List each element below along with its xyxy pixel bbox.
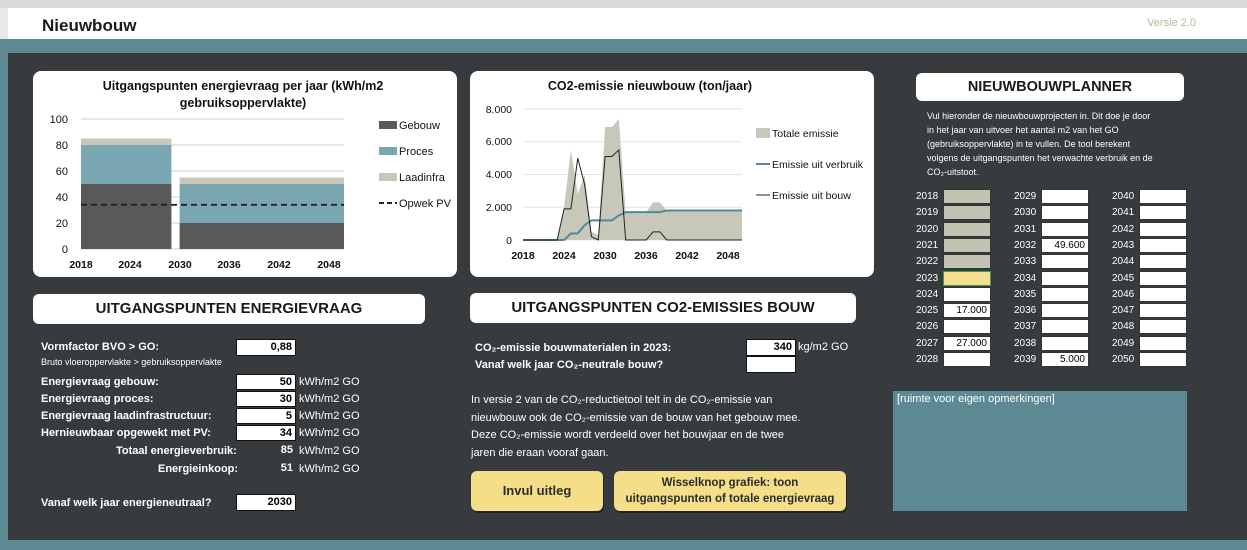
- co2-section-title: UITGANGSPUNTEN CO2-EMISSIES BOUW: [470, 293, 856, 323]
- planner-input[interactable]: [943, 238, 991, 253]
- planner-input[interactable]: [943, 287, 991, 302]
- teal-bottom-band: [8, 540, 1247, 550]
- planner-input[interactable]: [1139, 271, 1187, 286]
- planner-year-label: 2028: [916, 354, 939, 365]
- energievraag-laadinfra-input[interactable]: 5: [236, 408, 296, 424]
- unit: kWh/m2 GO: [299, 410, 360, 422]
- totale-emissie-area: [523, 119, 742, 240]
- planner-input[interactable]: [1139, 287, 1187, 302]
- intro-line: volgens de uitgangspunten het verwachte verbruik en de: [927, 153, 1153, 163]
- co2-chart: [470, 71, 874, 277]
- para-line: Deze CO₂-emissie wordt verdeeld over het bouwjaar en de twee: [471, 429, 785, 441]
- planner-input[interactable]: [1139, 238, 1187, 253]
- y-tick: 60: [55, 166, 68, 178]
- laadinfra-block: [180, 178, 344, 185]
- planner-input[interactable]: [1139, 222, 1187, 237]
- wisselknop-line: Wisselknop grafiek: toon: [661, 477, 799, 489]
- planner-input[interactable]: [1041, 189, 1089, 204]
- unit: kWh/m2 GO: [299, 427, 360, 439]
- vormfactor-sub: Bruto vloeroppervlakte > gebruiksoppervlakte: [41, 357, 222, 367]
- planner-year-label: 2020: [916, 223, 939, 235]
- legend-swatch-totaal: [756, 128, 770, 138]
- planner-year-label: 2019: [916, 207, 939, 219]
- energievraag-proces-label: Energievraag proces:: [41, 393, 154, 405]
- planner-input[interactable]: [1041, 271, 1089, 286]
- planner-intro: [927, 109, 1192, 179]
- energievraag-gebouw-input[interactable]: 50: [236, 374, 296, 390]
- planner-year-label: 2042: [1112, 223, 1135, 235]
- planner-year-label: 2032: [1014, 239, 1037, 251]
- planner-year-label: 2034: [1014, 272, 1037, 284]
- top-strip: [0, 0, 1247, 8]
- version-label: Versie 2.0: [1147, 17, 1196, 29]
- co2-chart-panel[interactable]: [470, 71, 874, 277]
- x-tick: 2024: [118, 259, 142, 271]
- x-tick: 2036: [217, 259, 241, 271]
- vormfactor-label: Vormfactor BVO > GO:: [41, 341, 160, 353]
- x-tick: 2048: [716, 250, 740, 262]
- planner-year-label: 2021: [916, 239, 939, 251]
- planner-input[interactable]: [1139, 352, 1187, 367]
- planner-year-label: 2040: [1112, 191, 1135, 202]
- pv-label: Hernieuwbaar opgewekt met PV:: [41, 427, 211, 439]
- co2-materialen-input[interactable]: 340: [746, 339, 796, 356]
- planner-input[interactable]: [1139, 189, 1187, 204]
- legend-label: Totale emissie: [772, 128, 839, 140]
- planner-year-label: 2018: [916, 191, 939, 202]
- y-tick: 80: [55, 140, 68, 152]
- energy-chart: [33, 71, 457, 277]
- unit: kWh/m2 GO: [299, 376, 360, 388]
- planner-input[interactable]: [943, 254, 991, 269]
- energy-chart-yticks: [50, 114, 68, 256]
- planner-input[interactable]: [1041, 222, 1089, 237]
- teal-left-edge: [0, 39, 8, 550]
- co2-chart-title: CO2-emissie nieuwbouw (ton/jaar): [547, 79, 753, 93]
- legend-label: Proces: [399, 146, 434, 158]
- pv-input[interactable]: 34: [236, 425, 296, 441]
- planner-year-label: 2038: [1014, 337, 1037, 349]
- legend-swatch-proces: [379, 147, 397, 155]
- planner-input[interactable]: [1041, 319, 1089, 334]
- planner-year-label: 2049: [1112, 337, 1135, 349]
- planner-year-label: 2031: [1014, 223, 1037, 235]
- planner-year-label: 2035: [1014, 288, 1037, 300]
- planner-input[interactable]: [1041, 303, 1089, 318]
- energy-chart-panel[interactable]: [33, 71, 457, 277]
- x-tick: 2042: [267, 259, 291, 271]
- planner-input[interactable]: [1139, 254, 1187, 269]
- intro-line: in het jaar van uitvoer het aantal m2 van het GO: [927, 125, 1119, 135]
- legend-label: Gebouw: [399, 120, 440, 132]
- legend-label: Opwek PV: [399, 198, 451, 210]
- para-line: nieuwbouw ook de CO₂-emissie van de bouw van het gebouw mee.: [471, 411, 801, 424]
- y-tick: 100: [49, 114, 68, 126]
- co2-neutraal-input[interactable]: [746, 356, 796, 373]
- planner-year-label: 2048: [1112, 321, 1135, 333]
- energy-chart-xticks: [69, 259, 341, 271]
- x-tick: 2042: [675, 250, 699, 262]
- planner-input[interactable]: [1139, 336, 1187, 351]
- y-tick: 8.000: [485, 104, 512, 116]
- y-tick: 0: [61, 244, 68, 256]
- energieneutraal-input[interactable]: 2030: [236, 494, 296, 511]
- planner-year-label: 2039: [1014, 354, 1037, 365]
- planner-input[interactable]: [1139, 303, 1187, 318]
- planner-year-label: 2037: [1014, 321, 1037, 333]
- proces-block: [180, 184, 344, 223]
- planner-year-label: 2027: [916, 337, 939, 349]
- planner-input[interactable]: [1139, 319, 1187, 334]
- x-tick: 2030: [593, 250, 617, 262]
- x-tick: 2018: [69, 259, 93, 271]
- energy-chart-legend: [379, 120, 452, 210]
- planner-year-label: 2041: [1112, 207, 1135, 219]
- planner-year-label: 2046: [1112, 288, 1135, 300]
- x-tick: 2048: [317, 259, 341, 271]
- planner-input[interactable]: [1041, 287, 1089, 302]
- unit: kWh/m2 GO: [299, 463, 360, 475]
- planner-year-label: 2036: [1014, 305, 1037, 317]
- gebouw-block: [180, 223, 344, 249]
- planner-year-label: 2025: [916, 305, 939, 317]
- energy-chart-plot: [81, 119, 344, 249]
- energieneutraal-label: Vanaf welk jaar energieneutraal?: [41, 497, 212, 509]
- planner-input[interactable]: [943, 352, 991, 367]
- planner-input[interactable]: [943, 271, 991, 286]
- x-tick: 2024: [552, 250, 576, 262]
- inkoop-value: 51: [280, 462, 293, 474]
- energievraag-proces-input[interactable]: 30: [236, 391, 296, 407]
- planner-year-label: 2024: [916, 288, 939, 300]
- planner-year-label: 2047: [1112, 305, 1135, 317]
- y-tick: 20: [55, 218, 68, 230]
- planner-year-label: 2043: [1112, 239, 1135, 251]
- legend-label: Emissie uit bouw: [772, 190, 851, 202]
- planner-year-label: 2022: [916, 256, 939, 268]
- planner-input[interactable]: 5.000: [1041, 352, 1089, 367]
- co2-chart-xticks: [511, 250, 740, 262]
- planner-year-label: 2050: [1112, 354, 1135, 365]
- co2-chart-plot: [523, 109, 742, 240]
- planner-year-label: 2030: [1014, 207, 1037, 219]
- planner-year-label: 2045: [1112, 272, 1135, 284]
- y-tick: 4.000: [485, 169, 512, 181]
- co2-materialen-label: CO₂-emissie bouwmaterialen in 2023:: [475, 342, 672, 354]
- proces-block: [81, 145, 171, 184]
- intro-line: (gebruiksoppervlakte) in te vullen. De tool berekent: [927, 139, 1131, 149]
- y-tick: 40: [55, 192, 68, 204]
- planner-input[interactable]: [943, 222, 991, 237]
- energievraag-gebouw-label: Energievraag gebouw:: [41, 376, 159, 388]
- planner-year-label: 2026: [916, 321, 939, 333]
- notes-area[interactable]: [ruimte voor eigen opmerkingen]: [893, 391, 1187, 511]
- wisselknop-button[interactable]: [614, 471, 846, 511]
- planner-input[interactable]: [1041, 254, 1089, 269]
- y-tick: 0: [506, 235, 512, 247]
- y-tick: 2.000: [485, 202, 512, 214]
- energy-chart-title: Uitgangspunten energievraag per jaar (kWh/m2 gebruiksoppervlakte): [102, 79, 384, 110]
- legend-swatch-gebouw: [379, 121, 397, 129]
- wisselknop-line: uitgangspunten of totale energievraag: [625, 493, 835, 505]
- x-tick: 2036: [634, 250, 658, 262]
- laadinfra-block: [81, 139, 171, 146]
- page-title: Nieuwbouw: [42, 16, 137, 35]
- vormfactor-input[interactable]: 0,88: [236, 339, 296, 356]
- co2-neutraal-label: Vanaf welk jaar CO₂-neutrale bouw?: [475, 359, 664, 371]
- x-tick: 2030: [168, 259, 192, 271]
- energievraag-laadinfra-label: Energievraag laadinfrastructuur:: [41, 410, 212, 422]
- planner-input[interactable]: [1041, 336, 1089, 351]
- y-tick: 6.000: [485, 136, 512, 148]
- co2-chart-legend: [756, 128, 864, 202]
- planner-input[interactable]: 49.600: [1041, 238, 1089, 253]
- planner-input[interactable]: 17.000: [943, 303, 991, 318]
- planner-input[interactable]: [943, 189, 991, 204]
- co2-chart-yticks: [486, 104, 512, 247]
- teal-band: [8, 39, 1247, 53]
- unit: kg/m2 GO: [798, 341, 849, 353]
- planner-input[interactable]: [1041, 205, 1089, 220]
- planner-year-label: 2033: [1014, 256, 1037, 268]
- inkoop-label: Energieinkoop:: [158, 463, 239, 475]
- planner-year-label: 2044: [1112, 256, 1135, 268]
- invul-uitleg-button[interactable]: Invul uitleg: [471, 471, 603, 511]
- planner-input[interactable]: [1139, 205, 1187, 220]
- planner-year-label: 2023: [916, 272, 939, 284]
- planner-title: NIEUWBOUWPLANNER: [916, 73, 1184, 101]
- intro-line: CO₂-uitstoot.: [927, 167, 979, 177]
- totaal-value: 85: [280, 444, 293, 456]
- gebouw-block: [81, 184, 171, 249]
- header: [8, 8, 1247, 39]
- planner-input[interactable]: [943, 319, 991, 334]
- legend-label: Emissie uit verbruik: [772, 159, 864, 171]
- x-tick: 2018: [511, 250, 535, 262]
- legend-label: Laadinfra: [399, 172, 445, 184]
- para-line: In versie 2 van de CO₂-reductietool telt in de CO₂-emissie van: [471, 394, 773, 406]
- para-line: jaren die eraan vooraf gaan.: [471, 446, 609, 459]
- unit: kWh/m2 GO: [299, 393, 360, 405]
- totaal-label: Totaal energieverbruik:: [116, 445, 237, 457]
- planner-year-label: 2029: [1014, 191, 1037, 202]
- energy-section-title: UITGANGSPUNTEN ENERGIEVRAAG: [33, 294, 425, 324]
- legend-swatch-laadinfra: [379, 173, 397, 181]
- unit: kWh/m2 GO: [299, 445, 360, 457]
- planner-input[interactable]: 27.000: [943, 336, 991, 351]
- planner-input[interactable]: [943, 205, 991, 220]
- intro-line: Vul hieronder de nieuwbouwprojecten in. Dit doe je door: [927, 111, 1151, 121]
- co2-explanation: [471, 392, 861, 462]
